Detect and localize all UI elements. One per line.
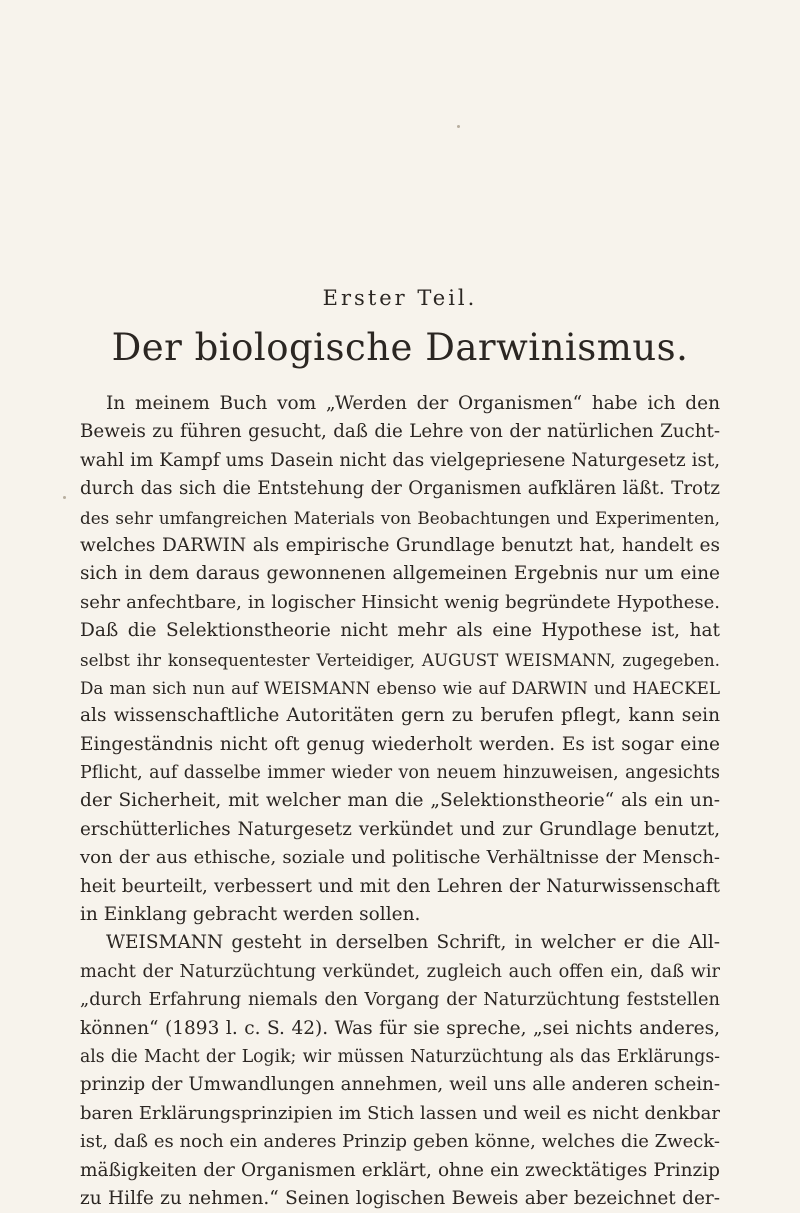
text-line: als die Macht der Logik; wir müssen Naturzüchtung als das Erklärungs-	[80, 1046, 720, 1067]
text-line: In meinem Buch vom „Werden der Organismen“ habe ich den	[106, 393, 720, 414]
text-line: in Einklang gebracht werden sollen.	[80, 904, 421, 926]
text-line: können“ (1893 l. c. S. 42). Was für sie spreche, „sei nichts anderes,	[80, 1017, 720, 1039]
text-line: Pflicht, auf dasselbe immer wieder von neuem hinzuweisen, angesichts	[80, 763, 720, 784]
text-line: WEISMANN gesteht in derselben Schrift, in welcher er die All-	[106, 932, 720, 954]
text-line: ist, daß es noch ein anderes Prinzip geben könne, welches die Zweck-	[80, 1131, 720, 1153]
text-line: Eingeständnis nicht oft genug wiederholt werden. Es ist sogar eine	[80, 733, 720, 755]
text-line: des sehr umfangreichen Materials von Beobachtungen und Experimenten,	[80, 507, 720, 528]
text-line: erschütterliches Naturgesetz verkündet und zur Grundlage benutzt,	[80, 818, 720, 840]
text-line: Beweis zu führen gesucht, daß die Lehre von der natürlichen Zucht-	[80, 421, 720, 443]
text-line: der Sicherheit, mit welcher man die „Selektionstheorie“ als ein un-	[80, 790, 720, 812]
text-line: Daß die Selektionstheorie nicht mehr als eine Hypothese ist, hat	[80, 620, 720, 642]
text-line: prinzip der Umwandlungen annehmen, weil uns alle anderen schein-	[80, 1074, 720, 1096]
part-heading: Erster Teil.	[322, 286, 478, 310]
text-line: selbst ihr konsequentester Verteidiger, AUGUST WEISMANN, zugegeben.	[80, 649, 720, 670]
text-line: sehr anfechtbare, in logischer Hinsicht wenig begründete Hypothese.	[80, 591, 720, 613]
body-text	[80, 390, 720, 1213]
text-line: wahl im Kampf ums Dasein nicht das vielgepriesene Naturgesetz ist,	[80, 449, 720, 471]
text-line: „durch Erfahrung niemals den Vorgang der Naturzüchtung feststellen	[80, 990, 720, 1011]
text-line: sich in dem daraus gewonnenen allgemeinen Ergebnis nur um eine	[80, 563, 720, 585]
text-line: macht der Naturzüchtung verkündet, zugleich auch offen ein, daß wir	[80, 961, 720, 982]
print-speck	[457, 125, 460, 128]
text-line: zu Hilfe zu nehmen.“ Seinen logischen Beweis aber bezeichnet der-	[80, 1187, 720, 1209]
chapter-title: Der biologische Darwinismus.	[111, 326, 689, 369]
text-line: heit beurteilt, verbessert und mit den Lehren der Naturwissenschaft	[80, 875, 720, 897]
text-line: baren Erklärungsprinzipien im Stich lassen und weil es nicht denkbar	[80, 1102, 720, 1124]
text-line: von der aus ethische, soziale und politische Verhältnisse der Mensch-	[80, 847, 720, 869]
text-line: als wissenschaftliche Autoritäten gern zu berufen pflegt, kann sein	[80, 705, 720, 727]
text-line: durch das sich die Entstehung der Organismen aufklären läßt. Trotz	[80, 478, 720, 500]
paragraph-2	[80, 929, 720, 1213]
paragraph-1	[80, 390, 720, 929]
text-line: Da man sich nun auf WEISMANN ebenso wie auf DARWIN und HAECKEL	[80, 677, 720, 698]
text-line: welches DARWIN als empirische Grundlage benutzt hat, handelt es	[80, 534, 720, 556]
print-speck	[63, 496, 66, 499]
text-line: mäßigkeiten der Organismen erklärt, ohne ein zwecktätiges Prinzip	[80, 1159, 720, 1181]
